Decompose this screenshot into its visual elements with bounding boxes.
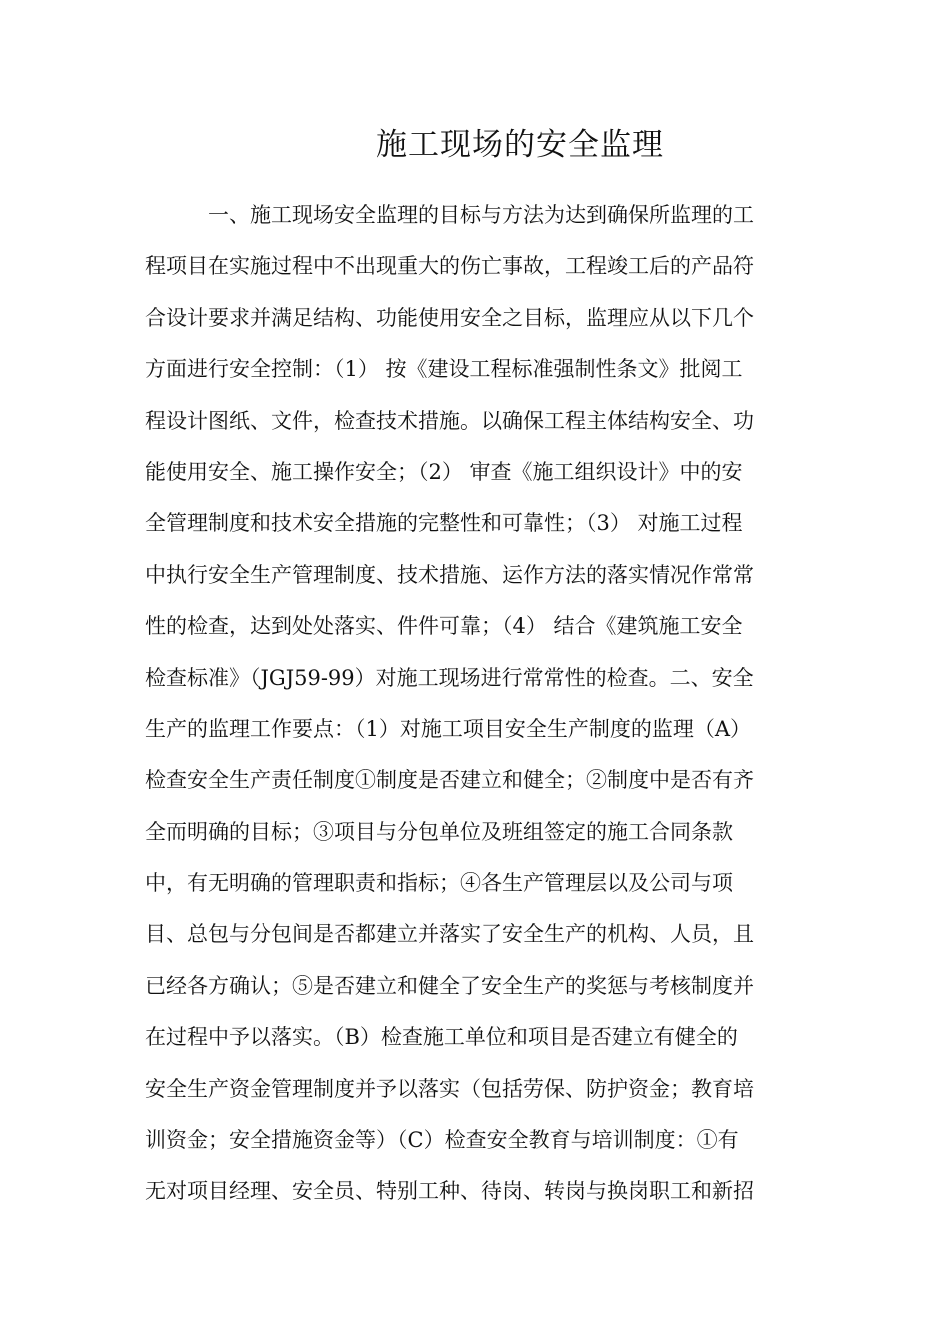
body-line: 程项目在实施过程中不出现重大的伤亡事故，工程竣工后的产品符: [145, 254, 754, 279]
document-title: 施工现场的安全监理: [376, 127, 664, 163]
body-line: 在过程中予以落实。（B）检查施工单位和项目是否建立有健全的: [145, 1025, 738, 1050]
body-line: 已经各方确认；⑤是否建立和健全了安全生产的奖惩与考核制度并: [145, 973, 754, 998]
body-line: 方面进行安全控制：（1） 按《建设工程标准强制性条文》批阅工: [145, 357, 743, 382]
body-line: 检查安全生产责任制度①制度是否建立和健全；②制度中是否有齐: [145, 768, 754, 793]
body-line: 无对项目经理、安全员、特别工种、待岗、转岗与换岗职工和新招: [145, 1179, 754, 1204]
body-line: 训资金；安全措施资金等）（C）检查安全教育与培训制度：①有: [145, 1128, 739, 1153]
document-body: [145, 190, 805, 1218]
body-line: 目、总包与分包间是否都建立并落实了安全生产的机构、人员，且: [145, 922, 754, 947]
body-line: 能使用安全、施工操作安全；（2） 审查《施工组织设计》中的安: [145, 459, 743, 484]
body-line: 性的检查，达到处处落实、件件可靠；（4） 结合《建筑施工安全: [145, 614, 743, 639]
body-line: 生产的监理工作要点：（1）对施工项目安全生产制度的监理（A）: [145, 716, 752, 741]
body-line: 全而明确的目标；③项目与分包单位及班组签定的施工合同条款: [145, 819, 733, 844]
body-line: 全管理制度和技术安全措施的完整性和可靠性；（3） 对施工过程: [145, 511, 743, 536]
body-line: 中，有无明确的管理职责和指标；④各生产管理层以及公司与项: [145, 871, 733, 896]
body-line: 中执行安全生产管理制度、技术措施、运作方法的落实情况作常常: [145, 562, 754, 587]
body-line: 程设计图纸、文件，检查技术措施。以确保工程主体结构安全、功: [145, 408, 754, 433]
body-line: 检查标准》（JGJ59-99）对施工现场进行常常性的检查。二、安全: [145, 665, 754, 690]
body-line: 安全生产资金管理制度并予以落实（包括劳保、防护资金；教育培: [145, 1076, 754, 1101]
body-line: 一、施工现场安全监理的目标与方法为达到确保所监理的工: [145, 203, 754, 227]
body-line: 合设计要求并满足结构、功能使用安全之目标，监理应从以下几个: [145, 305, 754, 330]
